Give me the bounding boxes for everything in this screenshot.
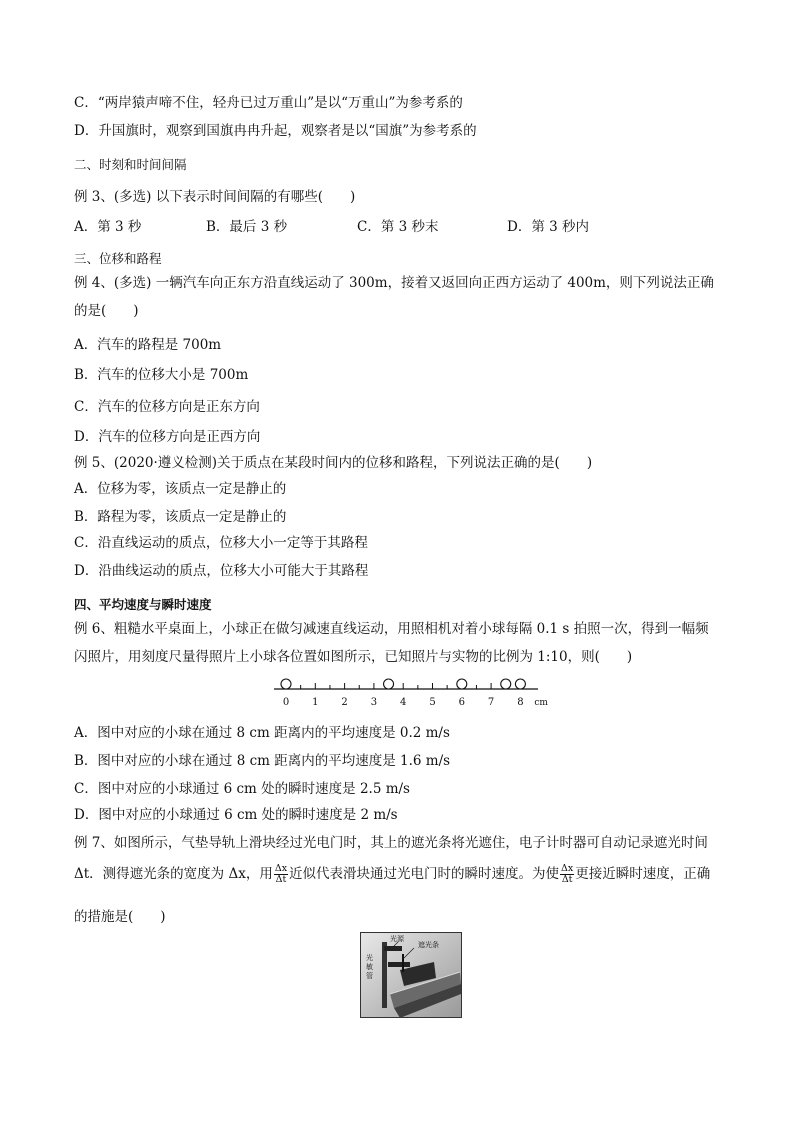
ex3-option-b: B．最后 3 秒 [206, 219, 288, 235]
ruler-figure [270, 672, 560, 718]
question-ex7-line2 [74, 864, 710, 885]
question-ex7-line1: 例 7、如图所示，气垫导轨上滑块经过光电门时，其上的遮光条将光遮住，电子计时器可自动记录遮光时间 [74, 835, 708, 851]
question-ex3: 例 3、(多选) 以下表示时间间隔的有哪些( ) [74, 189, 356, 205]
ex7-text-part1: Δt．测得遮光条的宽度为 Δx，用 [74, 866, 273, 882]
ex6-option-c: C．图中对应的小球通过 6 cm 处的瞬时速度是 2.5 m/s [74, 781, 410, 797]
fraction-denominator: Δt [275, 874, 287, 885]
ex6-option-d: D．图中对应的小球通过 6 cm 处的瞬时速度是 2 m/s [74, 807, 398, 823]
ruler-tick-label: 5 [429, 697, 436, 708]
ruler-tick-label: 8 [517, 697, 524, 708]
ex5-option-a: A．位移为零，该质点一定是静止的 [74, 481, 287, 497]
option-c-ex2: C．“两岸猿声啼不住，轻舟已过万重山”是以“万重山”为参考系的 [74, 95, 463, 111]
ex7-text-part3: 更接近瞬时速度，正确 [575, 866, 711, 882]
ruler-tick-label: 1 [312, 697, 319, 708]
ball-position [457, 679, 467, 689]
ex6-option-a: A．图中对应的小球在通过 8 cm 距离内的平均速度是 0.2 m/s [74, 725, 450, 741]
ruler-tick-label: 6 [458, 697, 465, 708]
photogate-photo [360, 932, 462, 1018]
question-ex6-line2: 闪照片，用刻度尺量得照片上小球各位置如图所示，已知照片与实物的比例为 1:10，则( ) [74, 649, 633, 665]
ex5-option-b: B．路程为零，该质点一定是静止的 [74, 509, 287, 525]
fraction-dx-dt-2 [560, 864, 574, 885]
question-ex7-line3: 的措施是( ) [74, 909, 166, 925]
fraction-numerator: Δx [274, 863, 288, 874]
sensor-label-char: 管 [366, 972, 373, 980]
ball-position [515, 679, 525, 689]
question-ex4-line2: 的是( ) [74, 303, 139, 319]
label-shading-strip: 遮光条 [418, 941, 439, 949]
ball-position [501, 679, 511, 689]
question-ex6-line1: 例 6、粗糙水平桌面上，小球正在做匀减速直线运动，用照相机对着小球每隔 0.1 s 拍照一次，得到一幅频 [74, 621, 709, 637]
label-light-source: 光源 [390, 935, 404, 943]
ruler-tick-label: 4 [400, 697, 407, 708]
section-heading-velocity: 四、平均速度与瞬时速度 [74, 597, 212, 612]
ex4-option-c: C．汽车的位移方向是正东方向 [74, 399, 260, 415]
ball-position [281, 679, 291, 689]
fraction-denominator-2: Δt [561, 874, 573, 885]
section-heading-displacement: 三、位移和路程 [74, 251, 162, 266]
sensor-label-char: 敏 [366, 963, 373, 971]
ex7-text-part2: 近似代表滑块通过光电门时的瞬时速度。为使 [289, 866, 560, 882]
label-sensor-vertical [366, 953, 373, 980]
question-ex4-line1: 例 4、(多选) 一辆汽车向正东方沿直线运动了 300m，接着又返回向正西方运动了 400m，则下列说法正确 [74, 275, 714, 291]
ruler-tick-label: 3 [370, 697, 378, 708]
fraction-numerator-2: Δx [561, 863, 574, 874]
ruler-tick-label: 0 [282, 697, 290, 708]
ex4-option-d: D．汽车的位移方向是正西方向 [74, 429, 261, 445]
section-heading-time: 二、时刻和时间间隔 [74, 157, 187, 172]
ex4-option-b: B．汽车的位移大小是 700m [74, 367, 249, 383]
ex3-option-a: A．第 3 秒 [74, 219, 142, 235]
sensor-label-char: 光 [366, 954, 373, 962]
ex6-option-b: B．图中对应的小球在通过 8 cm 距离内的平均速度是 1.6 m/s [74, 753, 451, 769]
ball-position [384, 679, 394, 689]
question-ex5: 例 5、(2020·遵义检测)关于质点在某段时间内的位移和路程，下列说法正确的是( ) [74, 455, 593, 471]
ruler-tick-label: 2 [341, 697, 348, 708]
ex3-option-d: D．第 3 秒内 [507, 219, 589, 235]
ruler-unit-label: cm [534, 698, 548, 708]
fraction-dx-dt [274, 864, 288, 885]
option-d-ex2: D．升国旗时，观察到国旗冉冉升起，观察者是以“国旗”为参考系的 [74, 123, 477, 139]
ex5-option-d: D．沿曲线运动的质点，位移大小可能大于其路程 [74, 563, 369, 579]
ruler-tick-label: 7 [487, 697, 495, 708]
ex4-option-a: A．汽车的路程是 700m [74, 337, 222, 353]
ex3-option-c: C．第 3 秒末 [357, 219, 439, 235]
ex5-option-c: C．沿直线运动的质点，位移大小一定等于其路程 [74, 535, 368, 551]
